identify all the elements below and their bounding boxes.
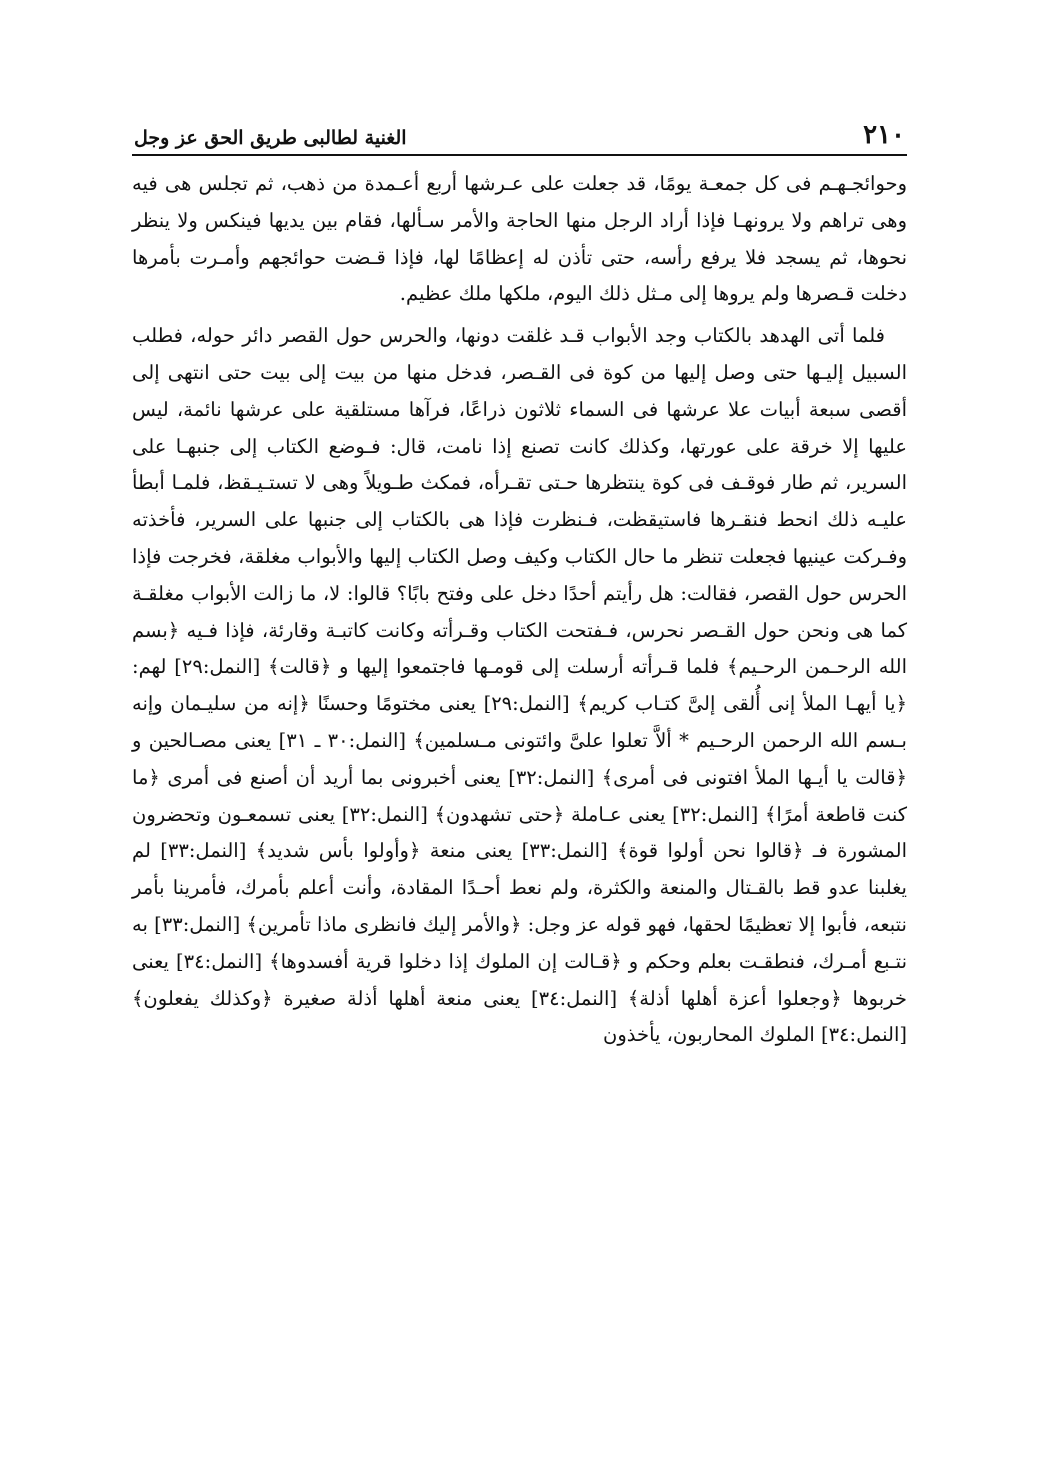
paragraph: وحوائجـهـم فى كل جمعـة يومًا، قد جعلت على عـرشها أربع أعـمدة من ذهب، ثم تجلس هى فيه وهى تراهم ولا يرونهـا فإذا أراد الرجل منها الحاجة والأمر سـألها، فقام بين يديها فينكس ولا ينظر نحوها، ثم يسجد فلا يرفع رأسه، حتى تأذن له إعظامًا لها، فإذا قـضت حوائجهم وأمـرت بأمرها دخلت قـصرها ولم يروها إلى مـثل ذلك اليوم، ملكها ملك عظيم. [132,172,907,306]
running-title: الغنية لطالبى طريق الحق عز وجل [134,127,407,149]
body-text [132,166,907,1054]
page-number: ٢١٠ [863,120,905,150]
book-page [132,118,907,1054]
page-header [132,118,907,156]
paragraph: فلما أتى الهدهد بالكتاب وجد الأبواب قـد غلقت دونها، والحرس حول القصر دائر حوله، فطلب السبيل إليـها حتى وصل إليها من كوة فى القـصر، فدخل منها من بيت إلى بيت حتى انتهى إلى أقصى سبعة أبيات علا عرشها فى السماء ثلاثون ذراعًا، فرآها مستلقية على عرشها نائمة، ليس عليها إلا خرقة على عورتها، وكذلك كانت تصنع إذا نامت، قال: فـوضع الكتاب إلى جنبهـا على السرير، ثم طار فوقـف فى كوة ينتظرها حـتى تقـرأه، فمكث طـويلاً وهى لا تستـيـقظ، فلمـا أبطأ عليـه ذلك انحط فنقـرها فاستيقظت، فـنظرت فإذا هى بالكتاب إلى جنبها على السرير، فأخذته وفـركت عينيها فجعلت تنظر ما حال الكتاب وكيف وصل الكتاب إليها والأبواب مغلقة، فخرجت فإذا الحرس حول القصر، فقالت: هل رأيتم أحدًا دخل على وفتح بابًا؟ قالوا: لا، ما زالت الأبواب مغلقـة كما هى ونحن حول القـصر نحرس، فـفتحت الكتاب وقـرأته وكانت كاتبـة وقارئة، فإذا فـيه ﴿بسم الله الرحـمن الرحـيم﴾ فلما قـرأته أرسلت إلى قومـها فاجتمعوا إليها و ﴿قالت﴾ [النمل:٢٩] لهم: ﴿يا أيهـا الملأ إنى أُلقى إلىَّ كتـاب كريم﴾ [النمل:٢٩] يعنى مختومًا وحسنًا ﴿إنه من سليـمان وإنه بـسم الله الرحمن الرحـيم * ألاَّ تعلوا علىَّ وائتونى مـسلمين﴾ [النمل:٣٠ ـ ٣١] يعنى مصـالحين و ﴿قالت يا أيـها الملأ افتونى فى أمرى﴾ [النمل:٣٢] يعنى أخبرونى بما أريد أن أصنع فى أمرى ﴿ما كنت قاطعة أمرًا﴾ [النمل:٣٢] يعنى عـاملة ﴿حتى تشهدون﴾ [النمل:٣٢] يعنى تسمعـون وتحضرون المشورة فـ ﴿قالوا نحن أولوا قوة﴾ [النمل:٣٣] يعنى منعة ﴿وأولوا بأس شديد﴾ [النمل:٣٣] لم يغلبنا عدو قط بالقـتال والمنعة والكثرة، ولم نعط أحـدًا المقادة، وأنت أعلم بأمرك، فأمرينا بأمر نتبعه، فأبوا إلا تعظيمًا لحقها، فهو قوله عز وجل: ﴿والأمر إليك فانظرى ماذا تأمرين﴾ [النمل:٣٣] به نتـبع أمـرك، فنطقـت بعلم وحكم و ﴿قـالت إن الملوك إذا دخلوا قرية أفسدوها﴾ [النمل:٣٤] يعنى خربوها ﴿وجعلوا أعزة أهلها أذلة﴾ [النمل:٣٤] يعنى منعة أهلها أذلة صغيرة ﴿وكذلك يفعلون﴾ [النمل:٣٤] الملوك المحاربون، يأخذون [132,324,907,1047]
